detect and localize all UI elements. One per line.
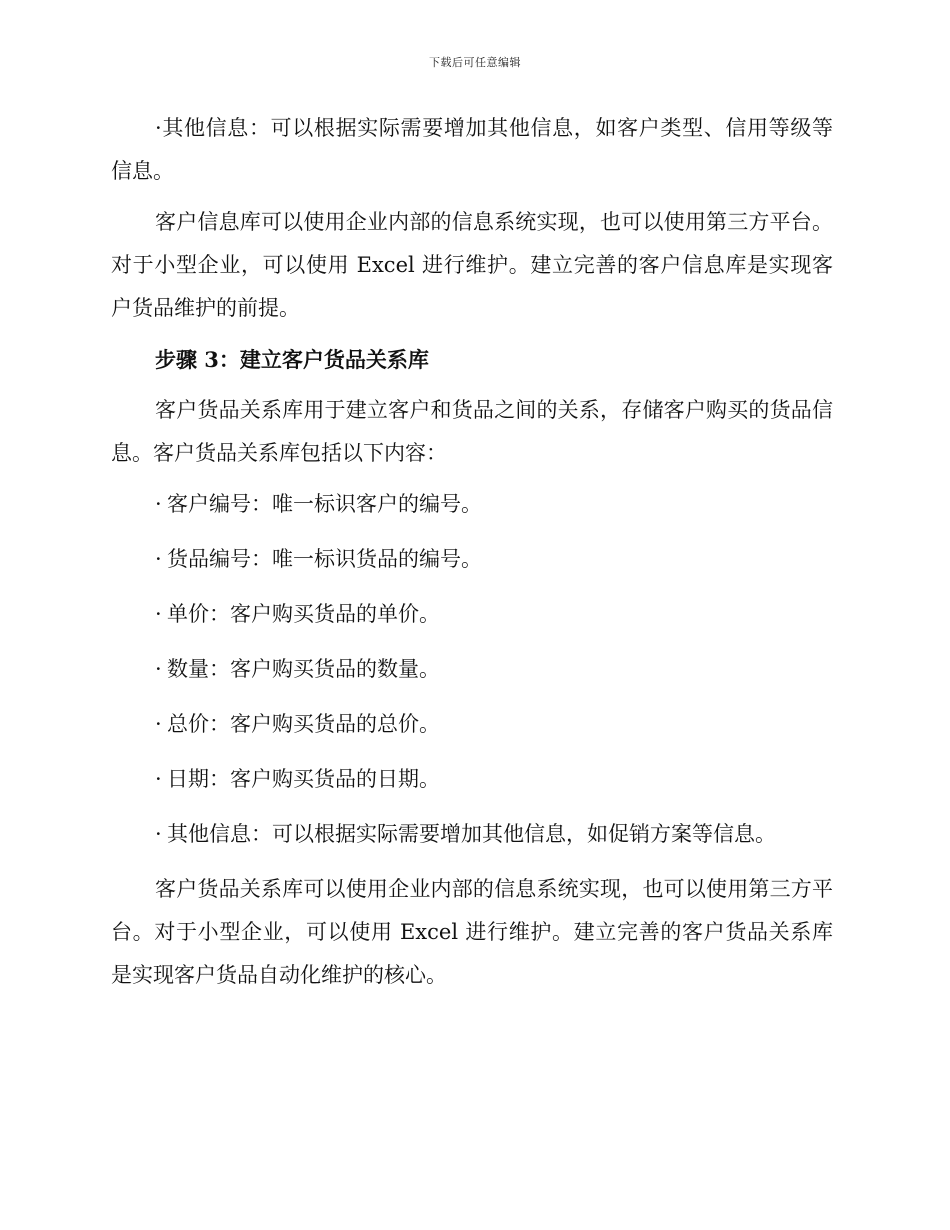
bullet-dot: · xyxy=(155,657,162,681)
list-item-text: 货品编号：唯一标识货品的编号。 xyxy=(167,547,482,571)
list-item-text: 其他信息：可以根据实际需要增加其他信息，如促销方案等信息。 xyxy=(167,822,776,846)
paragraph-relation-library-intro: 客户货品关系库用于建立客户和货品之间的关系，存储客户购买的货品信息。客户货品关系库包括以下内容： xyxy=(111,398,833,465)
bullet-dot: · xyxy=(155,822,162,846)
bullet-dot: · xyxy=(155,492,162,516)
bullet-dot: · xyxy=(155,767,162,791)
paragraph-relation-library-implementation: 客户货品关系库可以使用企业内部的信息系统实现，也可以使用第三方平台。对于小型企业，可以使用 Excel 进行维护。建立完善的客户货品关系库是实现客户货品自动化维护的核心。 xyxy=(111,877,833,987)
bullet-text: 其他信息：可以根据实际需要增加其他信息，如客户类型、信用等级等信息。 xyxy=(111,116,833,183)
bullet-dot: · xyxy=(155,602,162,626)
list-item-text: 总价：客户购买货品的总价。 xyxy=(167,712,440,736)
page-header: 下载后可任意编辑 xyxy=(429,56,521,69)
bullet-dot: · xyxy=(155,547,162,571)
list-item-customer-id xyxy=(111,483,833,526)
section-heading-step-3: 步骤 3：建立客户货品关系库 xyxy=(155,347,429,372)
list-item-text: 数量：客户购买货品的数量。 xyxy=(167,657,440,681)
list-item-total-price xyxy=(111,703,833,746)
bullet-dot: · xyxy=(155,116,162,140)
document-body xyxy=(111,107,833,1005)
paragraph-customer-info-library: 客户信息库可以使用企业内部的信息系统实现，也可以使用第三方平台。对于小型企业，可以使用 Excel 进行维护。建立完善的客户信息库是实现客户货品维护的前提。 xyxy=(111,210,833,320)
bullet-dot: · xyxy=(155,712,162,736)
bullet-other-info-customer xyxy=(111,107,833,193)
list-item-quantity xyxy=(111,648,833,691)
list-item-product-id xyxy=(111,538,833,581)
list-item-text: 单价：客户购买货品的单价。 xyxy=(167,602,440,626)
list-item-text: 客户编号：唯一标识客户的编号。 xyxy=(167,492,482,516)
list-item-text: 日期：客户购买货品的日期。 xyxy=(167,767,440,791)
list-item-unit-price xyxy=(111,593,833,636)
list-item-other-info xyxy=(111,813,833,856)
list-item-date xyxy=(111,758,833,801)
